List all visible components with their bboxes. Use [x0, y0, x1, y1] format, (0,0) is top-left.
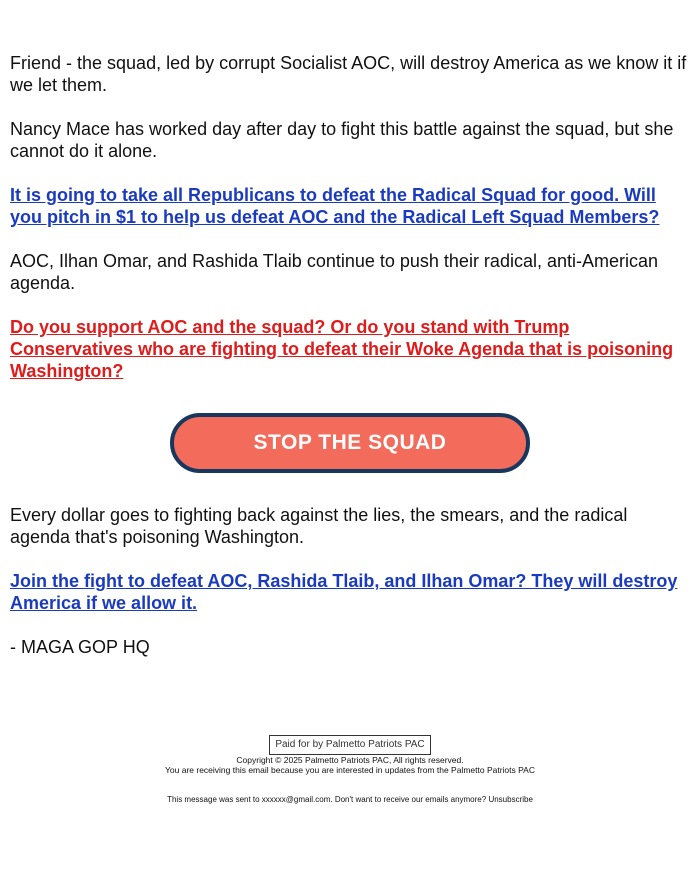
email-body-top: [10, 52, 692, 404]
sent-to-line: [0, 795, 700, 805]
nancy-mace-paragraph: Nancy Mace has worked day after day to fight this battle against the squad, but she cannot do it alone.: [10, 119, 674, 161]
paid-for-disclaimer: Paid for by Palmetto Patriots PAC: [269, 735, 430, 755]
intro-paragraph: Friend - the squad, led by corrupt Socialist AOC, will destroy America as we know it if we let them.: [10, 53, 687, 95]
stop-the-squad-button[interactable]: STOP THE SQUAD: [170, 413, 530, 473]
join-fight-link[interactable]: Join the fight to defeat AOC, Rashida Tlaib, and Ilhan Omar? They will destroy America if we allow it.: [10, 571, 678, 613]
donate-link-1[interactable]: It is going to take all Republicans to defeat the Radical Squad for good. Will you pitch in $1 to help us defeat AOC and the Radical Left Squad Members?: [10, 185, 660, 227]
receiving-reason-line: You are receiving this email because you are interested in updates from the Palmetto Patriots PAC: [165, 765, 535, 775]
support-question-link[interactable]: Do you support AOC and the squad? Or do you stand with Trump Conservatives who are fighting to defeat their Woke Agenda that is poisoning Washington?: [10, 317, 674, 381]
cta-container: [0, 413, 700, 473]
unsubscribe-link[interactable]: Unsubscribe: [488, 795, 533, 804]
email-body-bottom: [10, 504, 692, 680]
email-footer: [0, 734, 700, 805]
every-dollar-paragraph: Every dollar goes to fighting back against the lies, the smears, and the radical agenda that's poisoning Washington.: [10, 505, 628, 547]
copyright-line: Copyright © 2025 Palmetto Patriots PAC, All rights reserved.: [236, 755, 464, 765]
signature: - MAGA GOP HQ: [10, 637, 150, 657]
squad-agenda-paragraph: AOC, Ilhan Omar, and Rashida Tlaib continue to push their radical, anti-American agenda.: [10, 251, 658, 293]
sent-to-text: This message was sent to xxxxxx@gmail.com. Don't want to receive our emails anymore?: [167, 795, 487, 804]
